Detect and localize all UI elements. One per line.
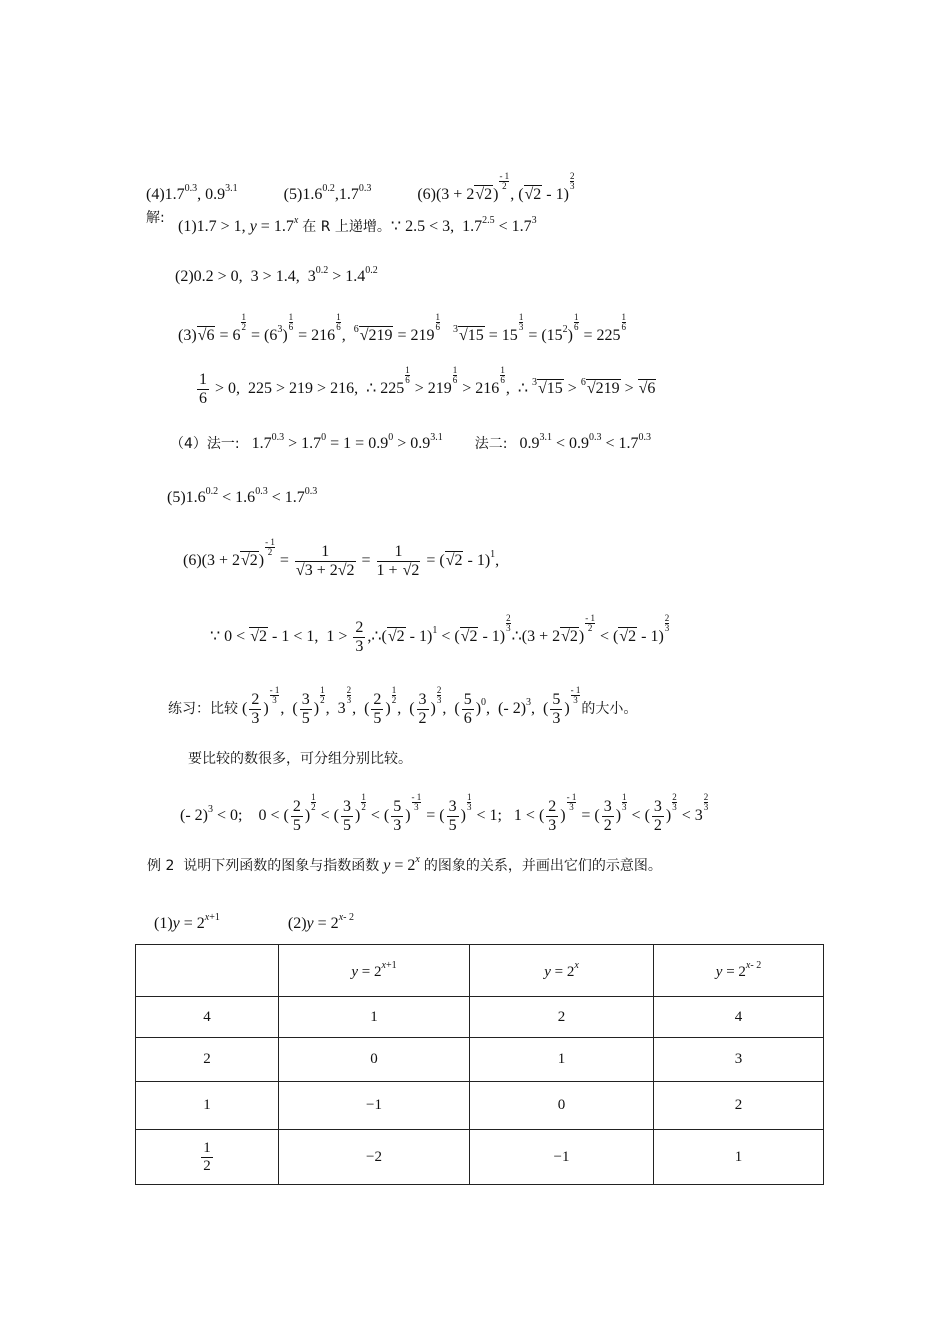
table-cell: 2 — [654, 1082, 824, 1130]
table-cell: −2 — [279, 1130, 470, 1185]
value-table — [135, 944, 824, 1185]
table-header-cell: $y = 2^{x+1}$ — [279, 945, 470, 997]
table-cell: 2 — [470, 997, 654, 1038]
table-cell: 4 — [136, 997, 279, 1038]
table-cell: 1 — [654, 1130, 824, 1185]
table-row — [136, 1038, 824, 1082]
problem-456-line: $(4)1.7^{0.3}$, $0.9^{3.1}$ $(5)1.6^{0.2},1.7^{0.3}$ (6)(3 + 2√2) $\frac{- 1}{2}$ , (√2 - 1) $\frac{2}{3}$ — [146, 171, 575, 203]
example-2-line: 例 2 说明下列函数的图象与指数函数 $y = 2^x$ 的图象的关系，并画出它们的示意图。 — [147, 854, 662, 874]
solution-1: (1)1.7 > 1, $y = 1.7^x$ 在 R 上递增。∵ 2.5 < 3, $1.7^{2.5} < 1.7^3$ — [178, 215, 537, 235]
table-cell: 0 — [470, 1082, 654, 1130]
solution-4: （4）法一: $1.7^{0.3} > 1.7^0 = 1 = 0.9^0 > 0.9^{3.1}$ 法二: $0.9^{3.1} < 0.9^{0.3} < 1.7^{0.3}$ — [170, 432, 652, 452]
practice-line: 练习：比较 ( $\frac{2}{3}$ ) $\frac{- 1}{3}$ , ( $\frac{3}{5}$ ) $\frac{1}{2}$ , 3 $\frac{2}{3}$ , ( $\frac{2}{5}$ ) $\frac{1}{2}$ , ( $\frac{3}{2}$ ) $\frac{2}{3}$ , ( $\frac{5}{6}$ )$^0$, (- 2)$^3$, ( $\frac{5}{3}$ ) $\frac{- 1}{3}$ 的大小。 — [168, 685, 638, 727]
solution-6b: ∵ 0 < √2 - 1 < 1, 1 > $\frac{2}{3}$ ,∴(√2 - 1)$^1$ < (√2 - 1) $\frac{2}{3}$ ∴(3 + 2√2) $\frac{- 1}{2}$ < (√2 - 1) $\frac{2}{3}$ — [210, 613, 670, 655]
solution-3b: $\frac{1}{6}$ > 0, 225 > 219 > 216, ∴ 225 $\frac{1}{6}$ > 219 $\frac{1}{6}$ > 216 $\frac{1}{6}$ , ∴ $^3$√15 > $^6$√219 > √6 — [199, 365, 656, 407]
table-cell: 4 — [654, 997, 824, 1038]
table-cell: 1 — [279, 997, 470, 1038]
table-cell: 0 — [279, 1038, 470, 1082]
solution-2: (2)0.2 > 0, 3 > 1.4, $3^{0.2} > 1.4^{0.2}$ — [175, 265, 378, 285]
table-cell: −1 — [279, 1082, 470, 1130]
table-cell: $\frac{1}{2}$ — [136, 1130, 279, 1185]
solution-5: $(5)1.6^{0.2} < 1.6^{0.3} < 1.7^{0.3}$ — [167, 486, 318, 506]
table-cell: 1 — [136, 1082, 279, 1130]
table-row — [136, 1130, 824, 1185]
solution-6a: (6)(3 + 2√2) $\frac{- 1}{2}$ = $\frac{1}{√3 + 2√2}$ = $\frac{1}{1 + √2}$ = (√2 - 1)$^1$, — [183, 537, 500, 579]
table-cell: 3 — [654, 1038, 824, 1082]
table-header-cell — [136, 945, 279, 997]
table-header-row — [136, 945, 824, 997]
example-2-parts: $(1)y = 2^{x+1}$ $(2)y = 2^{x- 2}$ — [154, 912, 354, 932]
table-row — [136, 997, 824, 1038]
table-header-cell: $y = 2^{x- 2}$ — [654, 945, 824, 997]
practice-note: 要比较的数很多，可分组分别比较。 — [188, 751, 412, 767]
solution-label: 解: — [146, 210, 165, 226]
table-row — [136, 1082, 824, 1130]
solution-3a: (3)√6 = 6 $\frac{1}{2}$ = $(6^3)$ $\frac{1}{6}$ = 216 $\frac{1}{6}$ , $^6$√219 = 219 $\frac{1}{6}$ $^3$√15 = 15 $\frac{1}{3}$ = $(15^2)$ $\frac{1}{6}$ = 225 $\frac{1}{6}$ — [178, 312, 627, 344]
table-cell: −1 — [470, 1130, 654, 1185]
practice-answer: (- 2)$^3$ < 0; 0 < ( $\frac{2}{5}$ ) $\frac{1}{2}$ < ( $\frac{3}{5}$ ) $\frac{1}{2}$ < ( $\frac{5}{3}$ ) $\frac{- 1}{3}$ = ( $\frac{3}{5}$ ) $\frac{1}{3}$ < 1; 1 < ( $\frac{2}{3}$ ) $\frac{- 1}{3}$ = ( $\frac{3}{2}$ ) $\frac{1}{3}$ < ( $\frac{3}{2}$ ) $\frac{2}{3}$ < 3 $\frac{2}{3}$ — [180, 792, 709, 834]
table-cell: 2 — [136, 1038, 279, 1082]
table-cell: 1 — [470, 1038, 654, 1082]
table-header-cell: $y = 2^x$ — [470, 945, 654, 997]
